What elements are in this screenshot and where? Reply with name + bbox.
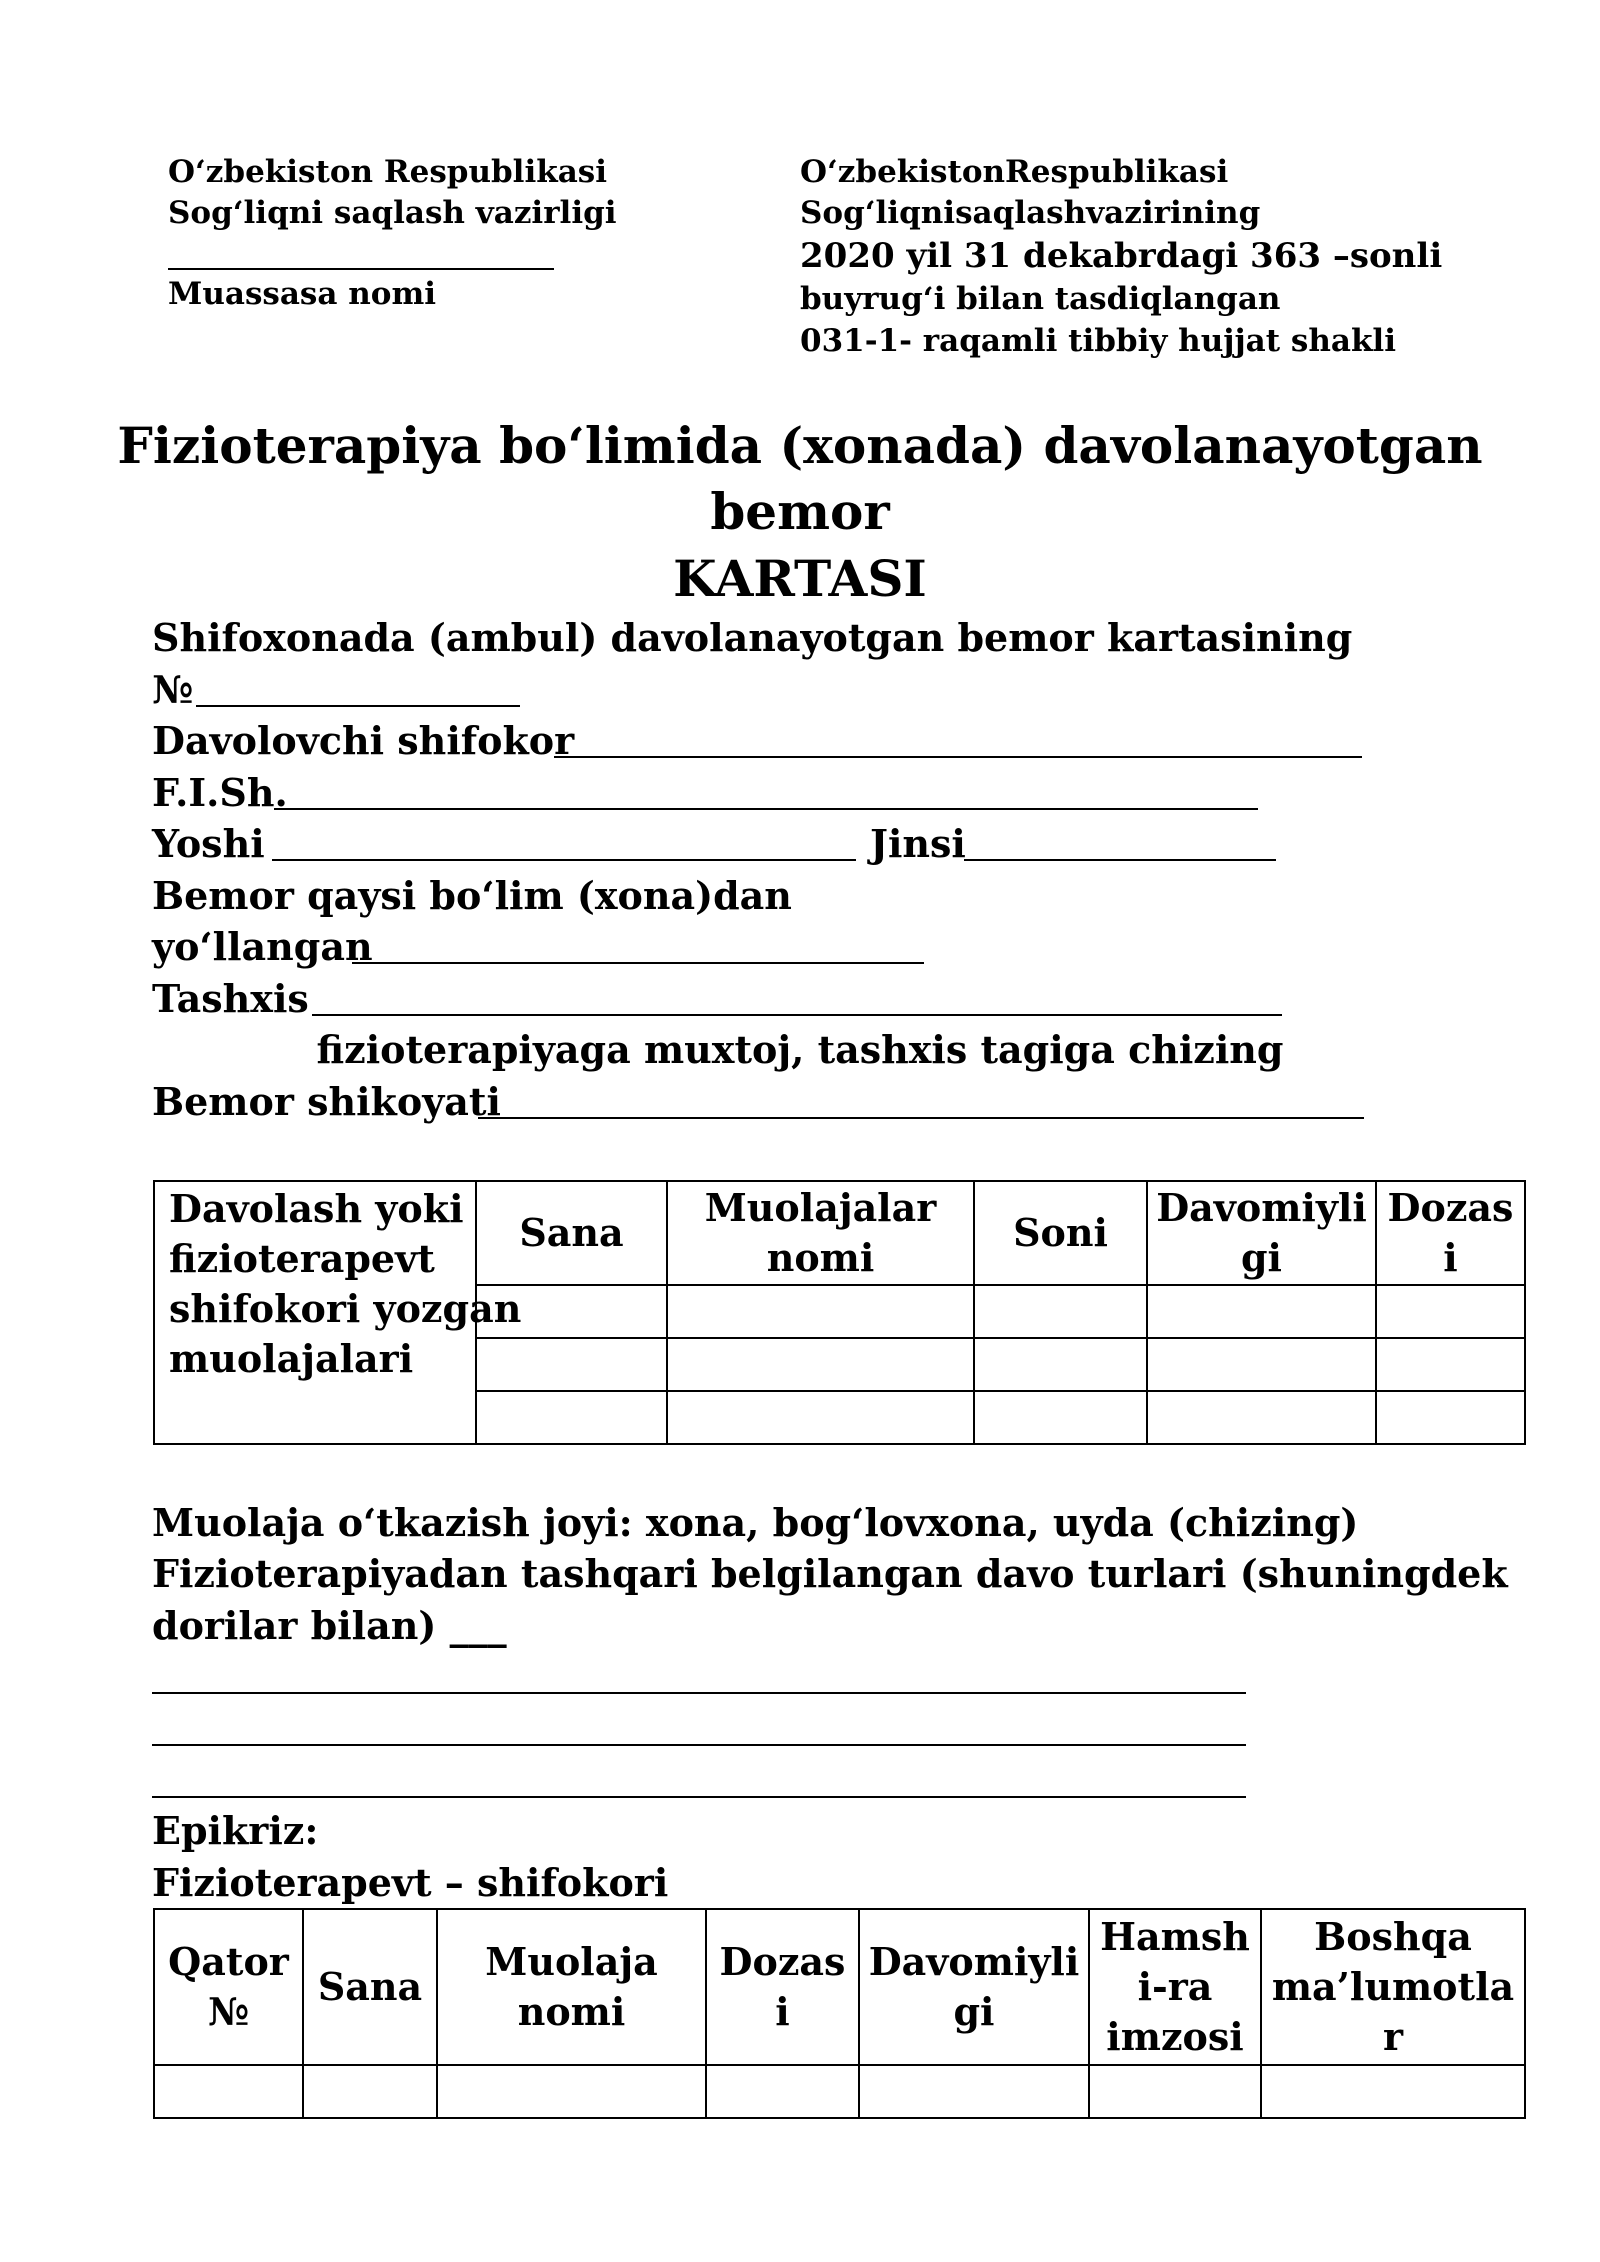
table-cell[interactable] (1376, 1391, 1525, 1444)
col-header-sana (303, 1909, 437, 2065)
fish-label: F.I.Sh. (152, 770, 288, 815)
table-cell[interactable] (476, 1338, 667, 1391)
header-text: ma’lumotla (1271, 1964, 1515, 2009)
row-label-line: fizioterapevt (169, 1236, 435, 1281)
header-right (800, 152, 1442, 362)
page-title-line1: Fizioterapiya bo‘limida (xonada) davolanayotgan (117, 416, 1483, 475)
header-text: Sana (317, 1964, 423, 2009)
other-treatments-line-1[interactable] (152, 1692, 1246, 1694)
header-text: gi (1240, 1235, 1282, 1280)
institution-caption: Muassasa nomi (168, 276, 437, 312)
table-cell[interactable] (1376, 1338, 1525, 1391)
table-cell[interactable] (974, 1285, 1147, 1338)
col-header-davomiyligi (1147, 1181, 1376, 1285)
table-cell[interactable] (1147, 1285, 1376, 1338)
age-field[interactable] (272, 859, 856, 861)
header-text: i (775, 1989, 790, 2034)
epikriz-label: Epikriz: (152, 1808, 319, 1853)
procedures-log-table (153, 1908, 1526, 2119)
header-text: Qator (168, 1939, 289, 1984)
treatment-table (153, 1180, 1526, 1445)
age-label: Yoshi (152, 821, 265, 866)
complaint-label: Bemor shikoyati (152, 1079, 501, 1124)
header-text: Muolajalar (704, 1185, 937, 1230)
row-label-line: muolajalari (169, 1336, 414, 1381)
page-title-kartasi: KARTASI (673, 549, 927, 608)
header-text: imzosi (1106, 2014, 1244, 2059)
ministry-country: O‘zbekiston Respublikasi (168, 154, 608, 190)
header-text: nomi (766, 1235, 875, 1280)
header-text: gi (953, 1989, 995, 2034)
col-header-dozasi (1376, 1181, 1525, 1285)
table-cell[interactable] (1147, 1391, 1376, 1444)
table-cell[interactable] (1261, 2065, 1525, 2118)
diagnosis-note: fizioterapiyaga muxtoj, tashxis tagiga chizing (316, 1027, 1284, 1072)
header-text: Boshqa (1314, 1914, 1472, 1959)
ministry-name: Sog‘liqni saqlash vazirligi (168, 195, 617, 231)
header-text: i-ra (1137, 1964, 1213, 2009)
treatment-row-label (154, 1181, 522, 1444)
table-cell[interactable] (1089, 2065, 1261, 2118)
institution-name-line[interactable] (168, 268, 554, 270)
col-header-hamshira (1089, 1909, 1261, 2065)
header-text: Sana (519, 1210, 624, 1255)
col-header-dozasi (706, 1909, 859, 2065)
page-title-line2: bemor (710, 482, 890, 541)
table-row (154, 2065, 1525, 2118)
card-number-label: № (152, 667, 194, 712)
col-header-davomiyligi (859, 1909, 1089, 2065)
sex-label: Jinsi (870, 821, 966, 866)
table-cell[interactable] (1147, 1338, 1376, 1391)
table-cell[interactable] (859, 2065, 1089, 2118)
header-text: № (207, 1989, 250, 2034)
table-cell[interactable] (667, 1285, 974, 1338)
table-cell[interactable] (437, 2065, 706, 2118)
complaint-field[interactable] (478, 1117, 1364, 1119)
col-header-sana (476, 1181, 667, 1285)
col-header-muolajalar (667, 1181, 974, 1285)
header-text: Muolaja (485, 1939, 658, 1984)
header-text: Davomiyli (1156, 1185, 1367, 1230)
dept-label-1: Bemor qaysi bo‘lim (xona)dan (152, 873, 792, 918)
table-header-row (154, 1181, 1525, 1285)
physiotherapist-label: Fizioterapevt – shifokori (152, 1860, 669, 1905)
other-treatments-1: Fizioterapiyadan tashqari belgilangan davo turlari (shuningdek (152, 1551, 1508, 1596)
sex-field[interactable] (964, 859, 1276, 861)
approval-country: O‘zbekistonRespublikasi (800, 154, 1229, 190)
header-text: i (1443, 1235, 1458, 1280)
header-text: Soni (1013, 1210, 1108, 1255)
col-header-qator (154, 1909, 303, 2065)
header-text: Davomiyli (868, 1939, 1080, 1984)
form-number: 031-1- raqamli tibbiy hujjat shakli (800, 323, 1396, 359)
doctor-label: Davolovchi shifokor (152, 718, 575, 763)
table-cell[interactable] (1376, 1285, 1525, 1338)
col-header-muolaja (437, 1909, 706, 2065)
header-text: nomi (517, 1989, 626, 2034)
dept-field[interactable] (352, 962, 924, 964)
approval-order: 2020 yil 31 dekabrdagi 363 –sonli (800, 236, 1443, 276)
header-text: Dozas (719, 1939, 846, 1984)
card-line: Shifoxonada (ambul) davolanayotgan bemor kartasining (152, 615, 1353, 660)
dept-label-2: yo‘llangan (152, 924, 373, 969)
table-cell[interactable] (974, 1338, 1147, 1391)
header-text: Hamsh (1100, 1914, 1250, 1959)
header-left (168, 152, 617, 234)
col-header-soni (974, 1181, 1147, 1285)
approval-text: buyrug‘i bilan tasdiqlangan (800, 281, 1281, 317)
col-header-boshqa (1261, 1909, 1525, 2065)
approval-ministry: Sog‘liqnisaqlashvazirining (800, 195, 1261, 231)
table-cell[interactable] (303, 2065, 437, 2118)
row-label-line: Davolash yoki (169, 1186, 464, 1231)
table-cell[interactable] (667, 1338, 974, 1391)
other-treatments-line-3[interactable] (152, 1796, 1246, 1798)
diagnosis-field[interactable] (312, 1014, 1282, 1016)
table-cell[interactable] (706, 2065, 859, 2118)
table-cell[interactable] (476, 1391, 667, 1444)
card-number-field[interactable] (196, 705, 520, 707)
other-treatments-2: dorilar bilan) ___ (152, 1603, 507, 1648)
other-treatments-line-2[interactable] (152, 1744, 1246, 1746)
row-label-line: shifokori yozgan (169, 1286, 522, 1331)
table-cell[interactable] (974, 1391, 1147, 1444)
table-cell[interactable] (667, 1391, 974, 1444)
procedure-place: Muolaja o‘tkazish joyi: xona, bog‘lovxona, uyda (chizing) (152, 1500, 1359, 1545)
diagnosis-label: Tashxis (152, 976, 309, 1021)
doctor-field[interactable] (554, 756, 1362, 758)
header-text: r (1382, 2014, 1404, 2059)
table-header-row (154, 1909, 1525, 2065)
header-text: Dozas (1387, 1185, 1514, 1230)
table-cell[interactable] (154, 2065, 303, 2118)
fish-field[interactable] (274, 808, 1258, 810)
